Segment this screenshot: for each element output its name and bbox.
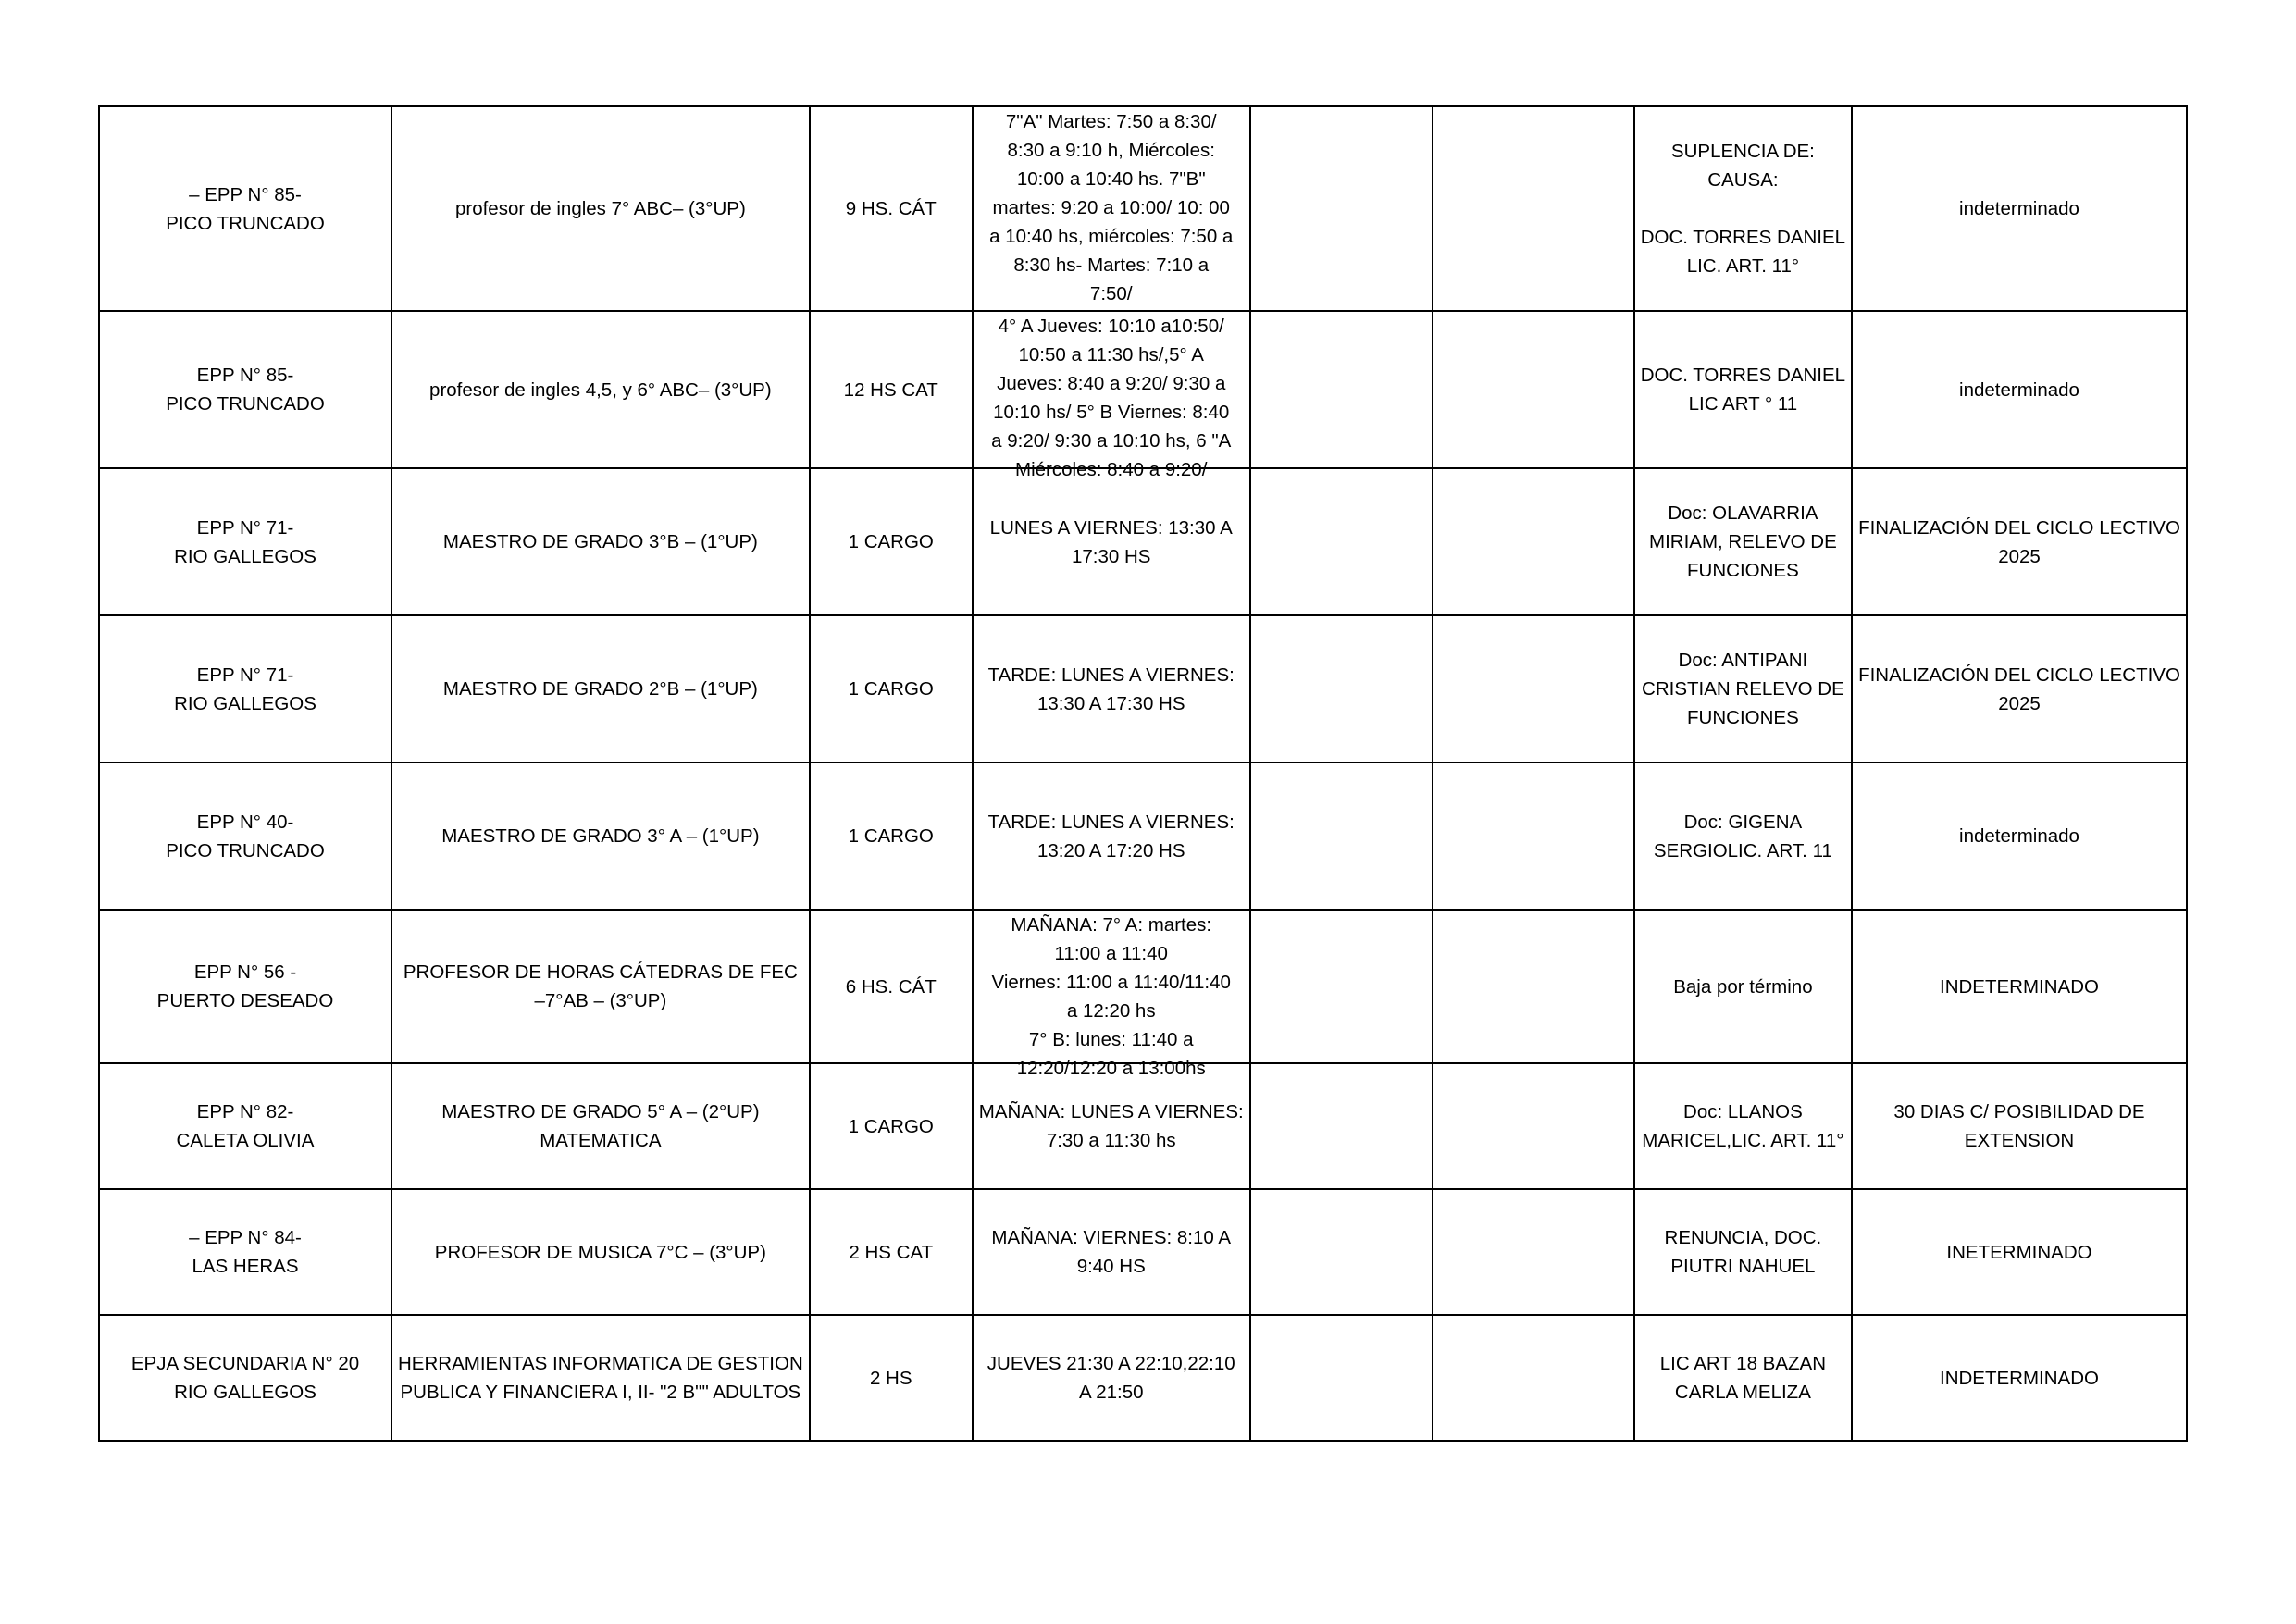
schedule-line: 10:10 hs/ 5° B Viernes: 8:40 bbox=[993, 401, 1230, 423]
school-line: EPP N° 56 - bbox=[193, 961, 297, 983]
position-cell bbox=[391, 1315, 810, 1441]
school-line: EPJA SECUNDARIA N° 20 bbox=[130, 1353, 360, 1374]
school-line: RIO GALLEGOS bbox=[174, 692, 316, 714]
schedule-line: martes: 9:20 a 10:00/ 10: 00 bbox=[992, 196, 1230, 218]
duration-line: INDETERMINADO bbox=[1940, 1367, 2099, 1389]
school-line: RIO GALLEGOS bbox=[174, 1382, 316, 1403]
reason-cell bbox=[1634, 762, 1852, 910]
schedule-cell bbox=[973, 615, 1250, 762]
schedule-line: 13:30 A 17:30 HS bbox=[1036, 692, 1185, 714]
position-line: profesor de ingles 4,5, y 6° ABC– (3°UP) bbox=[429, 378, 772, 401]
schedule-line: 8:30 a 9:10 h, Miércoles: bbox=[1007, 139, 1215, 161]
schedule-line: a 12:20 hs bbox=[1066, 999, 1156, 1022]
school-cell bbox=[99, 106, 391, 311]
hours-line: 9 HS. CÁT bbox=[845, 198, 937, 219]
duration-line: 30 DIAS C/ POSIBILIDAD DE bbox=[1893, 1101, 2145, 1122]
schedule-line: A 21:50 bbox=[1078, 1382, 1144, 1403]
reason-line: Doc: OLAVARRIA bbox=[1668, 502, 1818, 524]
hours-line: 2 HS CAT bbox=[849, 1241, 934, 1263]
hours-cell bbox=[810, 615, 973, 762]
hours-cell bbox=[810, 468, 973, 615]
reason-cell bbox=[1634, 910, 1852, 1063]
empty-cell bbox=[1250, 1315, 1433, 1441]
empty-cell bbox=[1433, 106, 1634, 311]
school-cell bbox=[99, 468, 391, 615]
schedule-line: a 10:40 hs, miércoles: 7:50 a bbox=[989, 225, 1234, 247]
school-line: EPP N° 71- bbox=[196, 516, 294, 539]
duration-line: FINALIZACIÓN DEL CICLO LECTIVO bbox=[1858, 516, 2180, 539]
table-row bbox=[99, 615, 2187, 762]
empty-cell bbox=[1433, 910, 1634, 1063]
school-line: CALETA OLIVIA bbox=[176, 1130, 315, 1151]
reason-line: LIC ART 18 BAZAN bbox=[1659, 1353, 1827, 1374]
reason-line: Doc: GIGENA bbox=[1683, 811, 1803, 833]
position-cell bbox=[391, 1189, 810, 1315]
empty-cell bbox=[1250, 910, 1433, 1063]
position-line: PUBLICA Y FINANCIERA I, II- "2 B"" ADULTOS bbox=[400, 1382, 801, 1403]
reason-line: CRISTIAN RELEVO DE bbox=[1642, 678, 1844, 700]
empty-cell bbox=[1433, 468, 1634, 615]
duration-cell bbox=[1852, 615, 2187, 762]
schedule-line: 7° B: lunes: 11:40 a bbox=[1028, 1028, 1194, 1050]
duration-line: FINALIZACIÓN DEL CICLO LECTIVO bbox=[1858, 663, 2180, 686]
schedule-line: 4° A Jueves: 10:10 a10:50/ bbox=[998, 315, 1224, 337]
hours-line: 1 CARGO bbox=[848, 825, 934, 847]
empty-cell bbox=[1250, 311, 1433, 468]
schedule-line: Viernes: 11:00 a 11:40/11:40 bbox=[991, 971, 1231, 993]
hours-cell bbox=[810, 910, 973, 1063]
empty-cell bbox=[1250, 1063, 1433, 1189]
reason-line: CARLA MELIZA bbox=[1674, 1382, 1811, 1403]
empty-cell bbox=[1433, 1315, 1634, 1441]
schedule-line: 7:30 a 11:30 hs bbox=[1046, 1130, 1176, 1151]
school-line: PICO TRUNCADO bbox=[166, 393, 325, 415]
position-line: –7°AB – (3°UP) bbox=[534, 990, 667, 1011]
reason-cell bbox=[1634, 1315, 1852, 1441]
position-line: profesor de ingles 7° ABC– (3°UP) bbox=[454, 198, 746, 219]
school-line: PUERTO DESEADO bbox=[156, 990, 334, 1011]
duration-line: indeterminado bbox=[1959, 378, 2079, 401]
position-line: PROFESOR DE HORAS CÁTEDRAS DE FEC bbox=[403, 961, 798, 983]
schedule-cell bbox=[973, 1189, 1250, 1315]
hours-line: 1 CARGO bbox=[848, 531, 934, 552]
reason-cell bbox=[1634, 468, 1852, 615]
reason-line: DOC. TORRES DANIEL bbox=[1640, 365, 1846, 386]
empty-cell bbox=[1250, 1189, 1433, 1315]
duration-line: INETERMINADO bbox=[1946, 1241, 2092, 1263]
duration-cell bbox=[1852, 1315, 2187, 1441]
empty-cell bbox=[1433, 1189, 1634, 1315]
reason-line: Doc: ANTIPANI bbox=[1678, 650, 1808, 671]
school-cell bbox=[99, 762, 391, 910]
school-cell bbox=[99, 1063, 391, 1189]
schedule-line: 9:40 HS bbox=[1076, 1256, 1146, 1277]
reason-line: FUNCIONES bbox=[1687, 560, 1799, 581]
schedule-line: 10:00 a 10:40 hs. 7"B" bbox=[1016, 167, 1206, 190]
hours-cell bbox=[810, 1063, 973, 1189]
schedule-line: 7"A" Martes: 7:50 a 8:30/ bbox=[1005, 110, 1217, 132]
hours-line: 2 HS bbox=[869, 1367, 912, 1389]
position-cell bbox=[391, 615, 810, 762]
empty-cell bbox=[1250, 762, 1433, 910]
reason-cell bbox=[1634, 1189, 1852, 1315]
school-line: PICO TRUNCADO bbox=[166, 839, 325, 862]
position-cell bbox=[391, 910, 810, 1063]
empty-cell bbox=[1433, 615, 1634, 762]
school-line: RIO GALLEGOS bbox=[174, 545, 316, 567]
hours-line: 1 CARGO bbox=[848, 678, 934, 700]
schedule-line: Jueves: 8:40 a 9:20/ 9:30 a bbox=[997, 372, 1226, 394]
reason-line: Doc: LLANOS bbox=[1683, 1101, 1803, 1122]
schedule-line: TARDE: LUNES A VIERNES: bbox=[987, 663, 1235, 686]
schedule-cell bbox=[973, 106, 1250, 311]
school-line: PICO TRUNCADO bbox=[166, 212, 325, 234]
table-row bbox=[99, 311, 2187, 468]
school-line: EPP N° 40- bbox=[196, 811, 294, 833]
hours-cell bbox=[810, 106, 973, 311]
reason-cell bbox=[1634, 106, 1852, 311]
empty-cell bbox=[1433, 1063, 1634, 1189]
position-cell bbox=[391, 311, 810, 468]
schedule-line: 8:30 hs- Martes: 7:10 a bbox=[1013, 254, 1210, 276]
schedule-line: 13:20 A 17:20 HS bbox=[1036, 839, 1185, 862]
reason-line: MARICEL,LIC. ART. 11° bbox=[1642, 1130, 1844, 1151]
reason-line: MIRIAM, RELEVO DE bbox=[1649, 531, 1837, 552]
schedule-line: MAÑANA: LUNES A VIERNES: bbox=[978, 1101, 1244, 1122]
reason-line: FUNCIONES bbox=[1687, 707, 1799, 728]
reason-line: CAUSA: bbox=[1707, 169, 1779, 191]
schedule-line: 10:50 a 11:30 hs/,5° A bbox=[1018, 343, 1204, 366]
duration-line: indeterminado bbox=[1959, 825, 2079, 847]
hours-line: 6 HS. CÁT bbox=[845, 975, 937, 998]
schedule-line: MAÑANA: 7° A: martes: bbox=[1011, 913, 1212, 936]
school-line: – EPP N° 85- bbox=[189, 183, 302, 205]
schedule-cell bbox=[973, 1315, 1250, 1441]
duration-cell bbox=[1852, 1189, 2187, 1315]
schedule-line: 17:30 HS bbox=[1071, 545, 1151, 567]
reason-line bbox=[1641, 194, 1845, 223]
schedule-line: Miércoles: 8:40 a 9:20/ bbox=[1015, 458, 1208, 480]
hours-cell bbox=[810, 1315, 973, 1441]
reason-cell bbox=[1634, 615, 1852, 762]
empty-cell bbox=[1433, 311, 1634, 468]
schedule-line: 7:50/ bbox=[1089, 282, 1133, 304]
schedule-line: MAÑANA: VIERNES: 8:10 A bbox=[991, 1227, 1232, 1248]
schedule-line: JUEVES 21:30 A 22:10,22:10 bbox=[987, 1353, 1235, 1374]
reason-cell bbox=[1634, 1063, 1852, 1189]
reason-line: SUPLENCIA DE: bbox=[1670, 141, 1815, 162]
schedule-line: 11:00 a 11:40 bbox=[1054, 942, 1168, 964]
schedule-line: a 9:20/ 9:30 a 10:10 hs, 6 "A bbox=[991, 429, 1232, 452]
duration-line: EXTENSION bbox=[1964, 1130, 2075, 1151]
position-cell bbox=[391, 1063, 810, 1189]
table-row bbox=[99, 468, 2187, 615]
reason-line: LIC. ART. 11° bbox=[1686, 255, 1800, 277]
table-row bbox=[99, 910, 2187, 1063]
duration-cell bbox=[1852, 1063, 2187, 1189]
reason-cell bbox=[1634, 311, 1852, 468]
schedule-cell bbox=[973, 910, 1250, 1079]
hours-line: 12 HS CAT bbox=[843, 378, 938, 401]
duration-cell bbox=[1852, 106, 2187, 311]
hours-cell bbox=[810, 1189, 973, 1315]
reason-line: DOC. TORRES DANIEL bbox=[1640, 227, 1846, 248]
reason-line: LIC ART ° 11 bbox=[1688, 393, 1798, 415]
school-cell bbox=[99, 910, 391, 1063]
position-line: MATEMATICA bbox=[540, 1130, 662, 1151]
school-cell bbox=[99, 1315, 391, 1441]
duration-line: INDETERMINADO bbox=[1940, 975, 2099, 998]
schedule-cell bbox=[973, 762, 1250, 910]
school-cell bbox=[99, 311, 391, 468]
school-line: – EPP N° 84- bbox=[189, 1227, 302, 1248]
duration-cell bbox=[1852, 311, 2187, 468]
table-row bbox=[99, 1315, 2187, 1441]
schedule-cell bbox=[973, 311, 1250, 480]
position-line: PROFESOR DE MUSICA 7°C – (3°UP) bbox=[434, 1241, 766, 1263]
reason-line: SERGIOLIC. ART. 11 bbox=[1653, 839, 1832, 862]
school-line: EPP N° 71- bbox=[196, 663, 294, 686]
position-cell bbox=[391, 106, 810, 311]
reason-line: PIUTRI NAHUEL bbox=[1670, 1256, 1816, 1277]
duration-cell bbox=[1852, 468, 2187, 615]
vacancy-table bbox=[98, 105, 2188, 1442]
duration-line: indeterminado bbox=[1959, 198, 2079, 219]
empty-cell bbox=[1250, 106, 1433, 311]
school-line: EPP N° 82- bbox=[196, 1101, 294, 1122]
empty-cell bbox=[1250, 615, 1433, 762]
reason-line: Baja por término bbox=[1673, 975, 1813, 998]
position-line: MAESTRO DE GRADO 3°B – (1°UP) bbox=[442, 531, 758, 552]
position-cell bbox=[391, 468, 810, 615]
position-line: MAESTRO DE GRADO 3° A – (1°UP) bbox=[441, 825, 760, 847]
schedule-line: 12:20/12:20 a 13:00hs bbox=[1016, 1057, 1206, 1079]
schedule-cell bbox=[973, 468, 1250, 615]
table-row bbox=[99, 1189, 2187, 1315]
duration-cell bbox=[1852, 910, 2187, 1063]
position-line: MAESTRO DE GRADO 5° A – (2°UP) bbox=[441, 1101, 760, 1122]
school-line: EPP N° 85- bbox=[196, 365, 294, 386]
school-cell bbox=[99, 1189, 391, 1315]
empty-cell bbox=[1250, 468, 1433, 615]
position-line: HERRAMIENTAS INFORMATICA DE GESTION bbox=[398, 1353, 803, 1374]
schedule-line: TARDE: LUNES A VIERNES: bbox=[987, 811, 1235, 833]
schedule-line: LUNES A VIERNES: 13:30 A bbox=[989, 516, 1233, 539]
hours-cell bbox=[810, 311, 973, 468]
duration-line: 2025 bbox=[1998, 545, 2041, 567]
school-line: LAS HERAS bbox=[192, 1256, 299, 1277]
reason-line: RENUNCIA, DOC. bbox=[1664, 1227, 1822, 1248]
position-cell bbox=[391, 762, 810, 910]
table-row bbox=[99, 106, 2187, 311]
position-line: MAESTRO DE GRADO 2°B – (1°UP) bbox=[442, 678, 758, 700]
duration-cell bbox=[1852, 762, 2187, 910]
hours-line: 1 CARGO bbox=[848, 1115, 934, 1137]
duration-line: 2025 bbox=[1998, 692, 2041, 714]
hours-cell bbox=[810, 762, 973, 910]
school-cell bbox=[99, 615, 391, 762]
empty-cell bbox=[1433, 762, 1634, 910]
table-row bbox=[99, 762, 2187, 910]
table-body bbox=[99, 106, 2187, 1441]
